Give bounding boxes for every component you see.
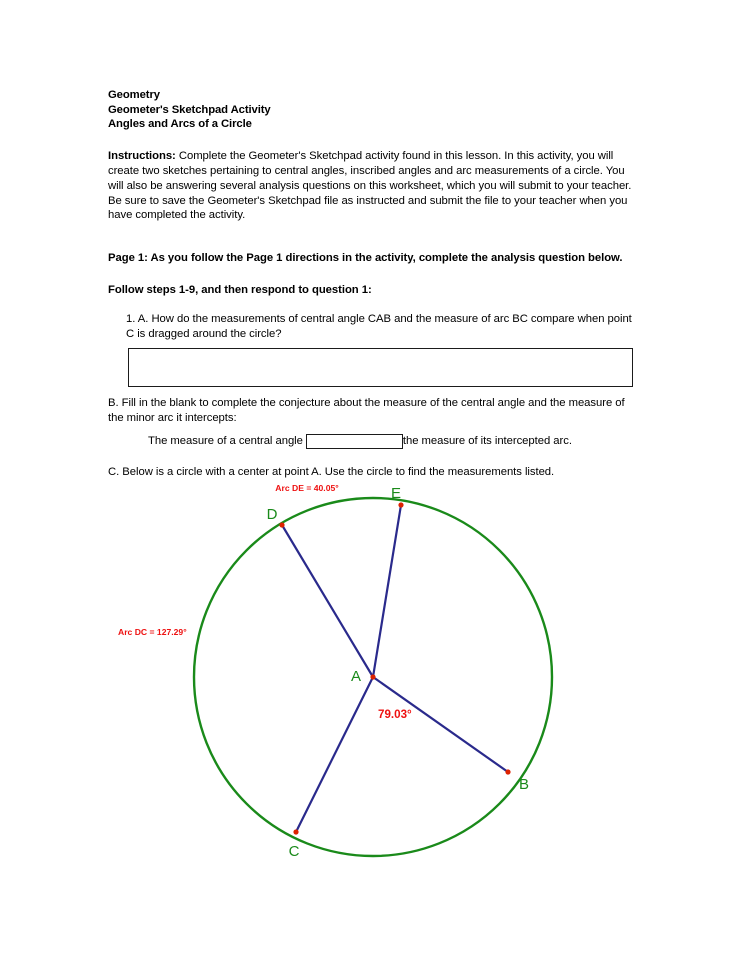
steps-heading: Follow steps 1-9, and then respond to question 1: (108, 284, 372, 297)
spacer (108, 223, 641, 251)
spacer (108, 449, 641, 465)
arc-de-measure: Arc DE = 40.05° (275, 483, 339, 493)
point-label-B: B (519, 776, 530, 793)
radii-group (282, 505, 508, 832)
question-1a-text: 1. A. How do the measurements of central angle CAB and the measure of arc BC compare when point C is dragged around the circle? (126, 313, 632, 341)
radius-AD (282, 525, 373, 677)
radius-AB (373, 677, 508, 772)
conjecture-row (148, 434, 641, 449)
conjecture-before-text: The measure of a central angle (148, 435, 303, 448)
course-title: Geometry (108, 89, 160, 101)
page-1-heading: Page 1: As you follow the Page 1 directions in the activity, complete the analysis question below. (108, 252, 623, 265)
circle-diagram-svg (100, 478, 640, 898)
point-label-D: D (266, 506, 278, 523)
header-block (108, 88, 641, 132)
answer-box-1a[interactable] (128, 348, 633, 387)
instructions-text: Complete the Geometer's Sketchpad activity found in this lesson. In this activity, you will create two sketches pertaining to central angles, inscribed angles and arc measurements of a circle. You will also be answering several analysis questions on this worksheet, which you will submit to your teacher. Be sure to save the Geometer's Sketchpad file as instructed and submit the file to your teacher when you have completed the activity. (108, 149, 632, 222)
instructions-paragraph (108, 149, 641, 224)
spacer (108, 298, 641, 312)
radius-AC (296, 677, 373, 832)
spacer (108, 132, 641, 149)
topic-title: Angles and Arcs of a Circle (108, 118, 252, 131)
angle-cab-measure: 79.03° (378, 708, 412, 721)
question-1c-text: C. Below is a circle with a center at point A. Use the circle to find the measurements listed. (108, 465, 555, 478)
circle-diagram (100, 478, 640, 898)
conjecture-blank-input[interactable] (306, 434, 403, 449)
conjecture-after-text: the measure of its intercepted arc. (402, 435, 572, 448)
spacer (108, 266, 641, 283)
activity-title: Geometer's Sketchpad Activity (108, 103, 271, 116)
point-marker-E[interactable] (398, 502, 403, 507)
point-marker-A[interactable] (370, 674, 375, 679)
radius-AE (373, 505, 401, 677)
question-1b-text: B. Fill in the blank to complete the conjecture about the measure of the central angle and the measure of the minor arc it intercepts: (108, 396, 625, 424)
spacer (108, 387, 641, 396)
document-body (108, 88, 641, 480)
points-group (279, 502, 510, 834)
point-marker-D[interactable] (279, 522, 284, 527)
point-marker-B[interactable] (505, 769, 510, 774)
point-label-A: A (350, 668, 361, 685)
point-marker-C[interactable] (293, 829, 298, 834)
point-label-C: C (288, 843, 300, 860)
arc-dc-measure: Arc DC = 127.29° (118, 627, 187, 637)
point-label-E: E (390, 485, 402, 502)
instructions-label: Instructions: (108, 149, 176, 162)
